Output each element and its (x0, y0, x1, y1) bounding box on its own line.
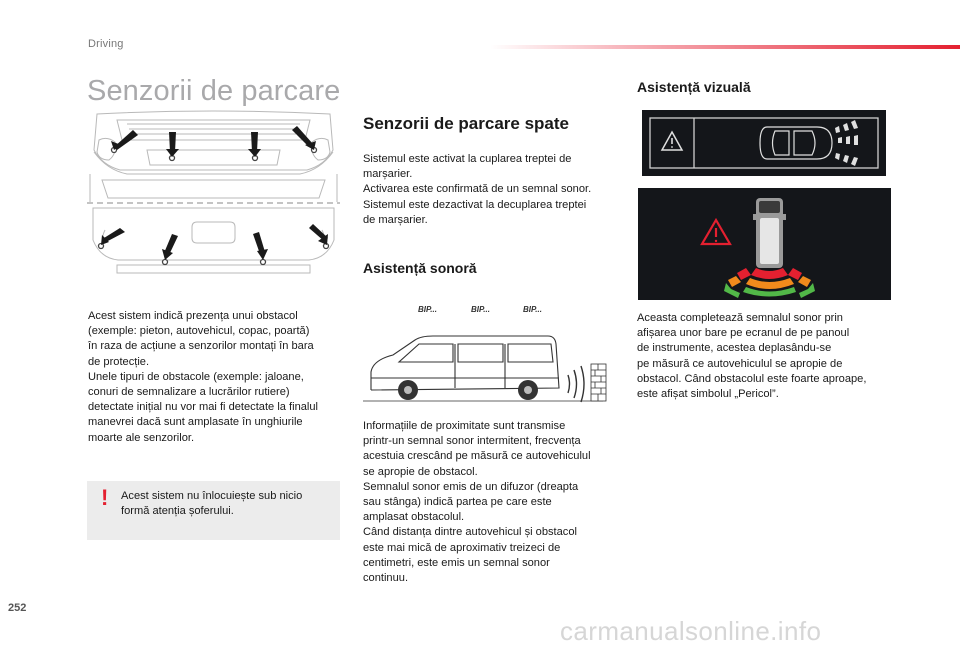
watermark: carmanualsonline.info (560, 616, 822, 646)
page-number: 252 (8, 602, 27, 614)
intro-paragraph (88, 309, 348, 446)
beep-label-2: BIP... (471, 305, 490, 314)
header-accent-line (490, 45, 960, 49)
audible-assist-paragraph: Informațiile de proximitate sunt transmise printr-un semnal sonor intermitent, frecvența acestuia crescând pe măsură ce autovehiculul se apropie de obstacol. Semnalul sonor emis de un difuzor (dreapta sau stânga) indică partea pe care este amplasat obstacolul. Când distanța dintre autovehicul și obstacol este mai mică de aproximativ treizeci de centimetri, este emis un semnal sonor continuu. (363, 420, 591, 585)
warning-exclamation-icon: ! (101, 485, 109, 510)
section-label: Driving (88, 38, 124, 50)
audible-assist-heading: Asistență sonoră (363, 260, 477, 276)
visual-assist-heading: Asistență vizuală (637, 79, 751, 95)
van-beep-illustration (363, 300, 613, 412)
van-top-view-icon (753, 198, 786, 268)
beep-label-3: BIP... (523, 305, 542, 314)
intro-text: Acest sistem indică prezența unui obstacol (exemple: pieton, autovehicul, copac, poartă) în raza de acțiune a senzorilor montați în bara de protecție. Unele tipuri de obstacole (exemple: jaloane, conuri de semnalizare a lucrărilor rutiere) detectate inițial nu vor mai fi detectate la finalul manevrei dacă sunt amplasate în unghiurile moarte ale senzorilor. (88, 310, 319, 444)
bumper-sensors-illustration (87, 110, 340, 275)
visual-assist-paragraph: Aceasta completează semnalul sonor prin afișarea unor bare pe ecranul de pe panoul de instrumente, acestea deplasându-se pe măsură ce autovehiculul se apropie de obstacol. Când obstacolul este foarte aproape, este afișat simbolul „Pericol”. (637, 312, 867, 401)
beep-label-1: BIP... (418, 305, 437, 314)
page-title: Senzorii de parcare (87, 75, 341, 107)
dashboard-parking-display (642, 110, 886, 176)
warning-text: Acest sistem nu înlocuiește sub nicio formă atenția șoferului. (121, 490, 303, 518)
rear-obstacle-display (638, 188, 891, 300)
rear-sensors-heading: Senzorii de parcare spate (363, 114, 569, 133)
rear-sensors-paragraph: Sistemul este activat la cuplarea treptei de marșarier. Activarea este confirmată de un semnal sonor. Sistemul este dezactivat la decuplarea treptei de marșarier. (363, 153, 592, 226)
warning-note-box (87, 481, 340, 540)
